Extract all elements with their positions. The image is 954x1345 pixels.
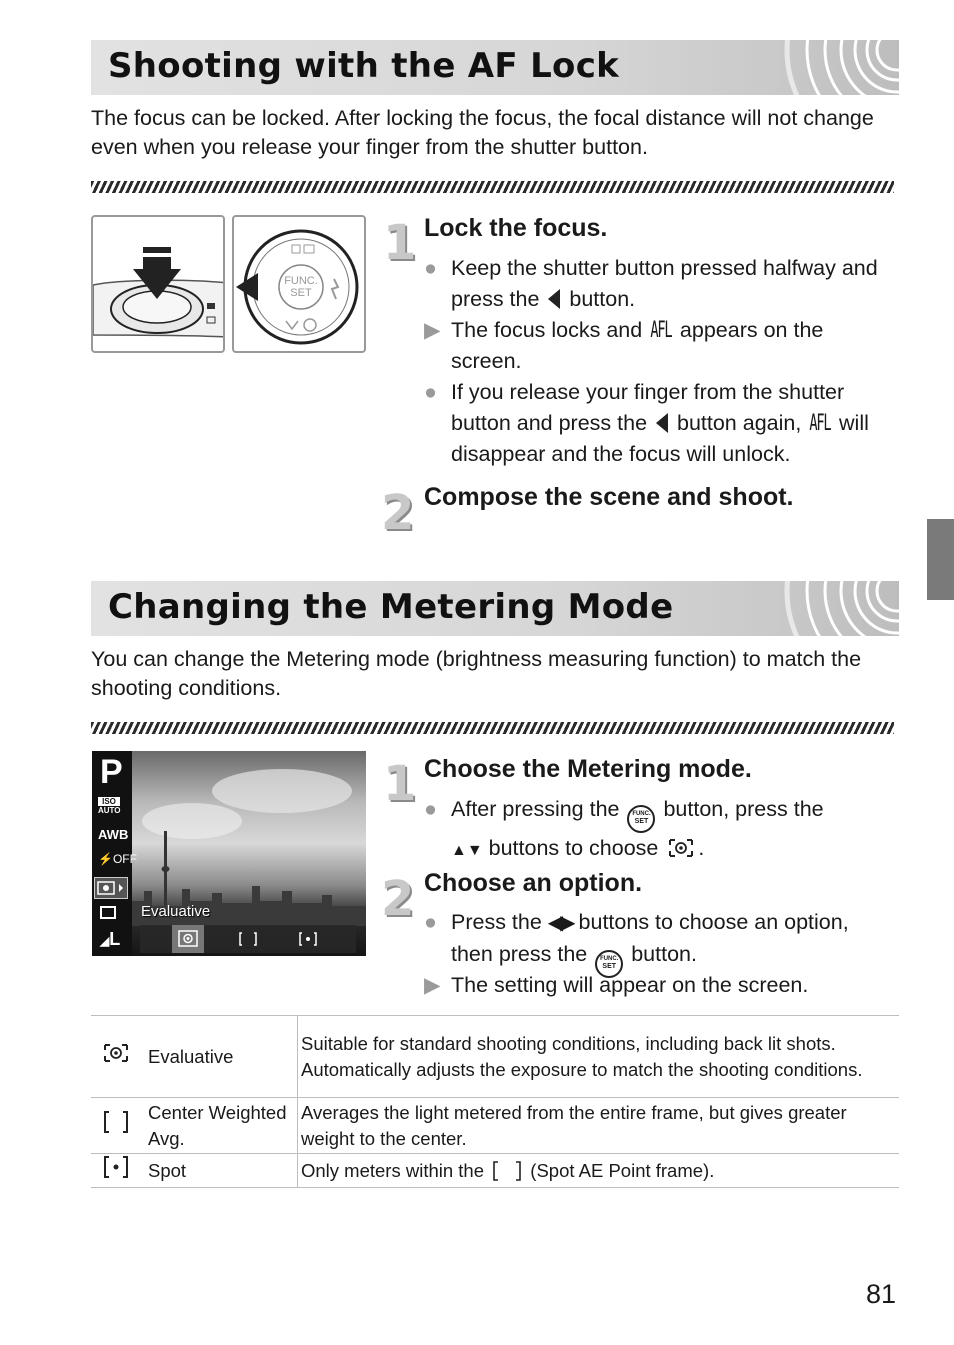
- result-arrow-icon: ▶: [424, 973, 441, 997]
- section-title: Changing the Metering Mode: [108, 587, 674, 627]
- left-right-buttons-icon: ◀▶: [547, 912, 573, 934]
- mode-description: Only meters within the (Spot AE Point frame).: [298, 1154, 900, 1188]
- chapter-side-tab: [927, 519, 954, 600]
- banner-swirl-graphic: [779, 40, 899, 95]
- camera-screen-image: [92, 751, 366, 956]
- option-bar: [140, 925, 356, 953]
- metering-mode-table: [91, 1015, 899, 1188]
- left-button-icon: [548, 289, 560, 309]
- evaluative-icon: [95, 878, 127, 898]
- step-number: 1: [383, 756, 417, 812]
- func-set-label: FUNC. SET: [284, 275, 318, 299]
- section-banner-metering: [91, 581, 899, 636]
- step-title: Lock the focus.: [424, 214, 608, 242]
- bullet-operation: ● Press the ◀▶ buttons to choose an option, then press the FUNC. SET button.: [424, 907, 894, 978]
- bullet-operation: ● If you release your finger from the shutter button and press the button again, AFL will disappear and the focus will unlock.: [424, 377, 894, 470]
- evaluative-icon: [666, 836, 696, 860]
- section-intro: You can change the Metering mode (brightness measuring function) to match the shooting conditions.: [91, 647, 862, 700]
- awb-icon: AWB: [98, 827, 129, 842]
- section-intro: The focus can be locked. After locking the focus, the focal distance will not change even when you release your finger from the shutter button.: [91, 106, 874, 159]
- option-center-weighted: [232, 925, 264, 953]
- table-row: [91, 1016, 899, 1098]
- divider-stripe: [91, 722, 894, 734]
- bullet-circle-icon: ●: [424, 910, 437, 934]
- step-number: 2: [381, 485, 415, 541]
- metering-menu-selected: [94, 877, 128, 899]
- table-row: [91, 1154, 899, 1188]
- metering-label: Evaluative: [141, 903, 211, 920]
- bullet-operation: ● Keep the shutter button pressed halfway and press the button.: [424, 253, 894, 315]
- mode-description: Suitable for standard shooting conditions, including back lit shots. Automatically adjusts the exposure to match the shooting conditions.: [298, 1016, 900, 1098]
- afl-icon: AFL: [809, 411, 831, 436]
- mode-name: Center Weighted Avg.: [141, 1098, 298, 1154]
- bullet-result: ▶ The setting will appear on the screen.: [424, 970, 894, 1001]
- step-number: 2: [381, 871, 415, 927]
- bullet-circle-icon: ●: [424, 380, 437, 404]
- flash-off-icon: ⚡OFF: [98, 852, 137, 866]
- step-number: 1: [383, 215, 417, 271]
- table-row: [91, 1098, 899, 1154]
- control-dial-illustration: [232, 215, 366, 353]
- divider-stripe: [91, 181, 894, 193]
- option-evaluative: [172, 925, 204, 953]
- result-arrow-icon: ▶: [424, 318, 441, 342]
- shutter-button-illustration: [91, 215, 225, 353]
- section-banner-af-lock: [91, 40, 899, 95]
- spot-icon: [91, 1154, 141, 1188]
- section-title: Shooting with the AF Lock: [108, 46, 620, 86]
- func-set-button-icon: FUNC. SET: [627, 805, 655, 833]
- bullet-circle-icon: ●: [424, 256, 437, 280]
- afl-icon: AFL: [650, 318, 672, 343]
- iso-auto-icon: ISO AUTO: [98, 797, 121, 815]
- center-weighted-icon: [91, 1098, 141, 1154]
- banner-swirl-graphic: [779, 581, 899, 636]
- aspect-icon: [100, 906, 116, 919]
- image-size-icon: ◢L: [100, 929, 121, 949]
- left-button-icon: [656, 413, 668, 433]
- mode-p-icon: P: [100, 753, 123, 791]
- mode-description: Averages the light metered from the entire frame, but gives greater weight to the center.: [298, 1098, 900, 1154]
- mode-name: Spot: [141, 1154, 298, 1188]
- spot-ae-frame-icon: [489, 1160, 525, 1182]
- step-title: Choose the Metering mode.: [424, 755, 752, 783]
- bullet-operation: ● After pressing the FUNC. SET button, press the ▲▼ buttons to choose .: [424, 794, 894, 866]
- step-title: Choose an option.: [424, 869, 643, 897]
- bullet-result: ▶ The focus locks and AFL appears on the screen.: [424, 315, 894, 377]
- bullet-circle-icon: ●: [424, 797, 437, 821]
- step-title: Compose the scene and shoot.: [424, 483, 794, 511]
- up-down-buttons-icon: ▲▼: [451, 842, 483, 859]
- evaluative-icon: [91, 1016, 141, 1098]
- func-set-button-icon: FUNC. SET: [595, 950, 623, 978]
- option-spot: [292, 925, 324, 953]
- page-number: 81: [866, 1279, 897, 1309]
- mode-name: Evaluative: [141, 1016, 298, 1098]
